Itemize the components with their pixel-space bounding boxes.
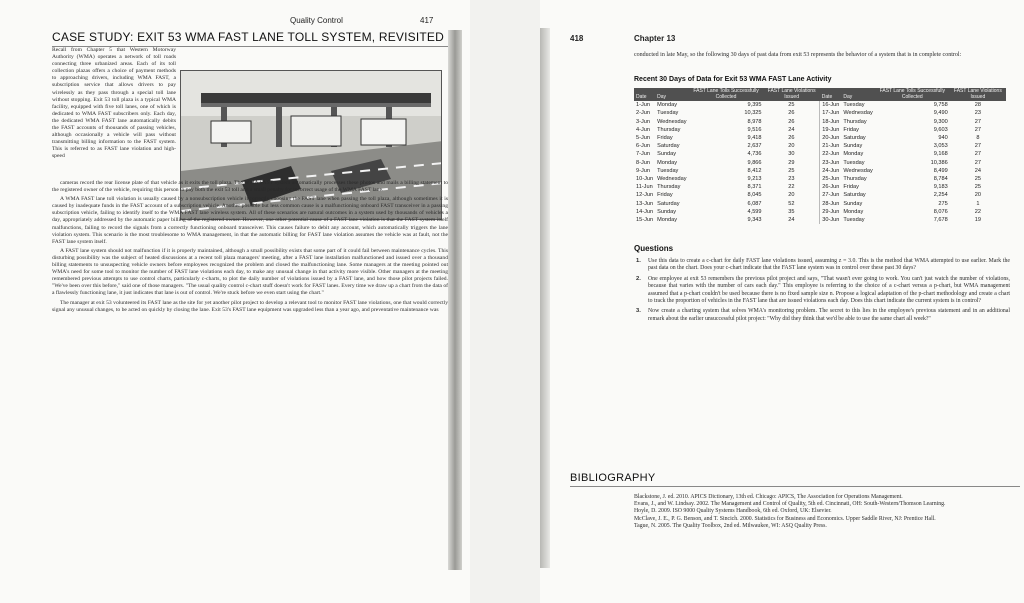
table-cell: Thursday [843, 176, 867, 183]
col-header-date: Date [634, 88, 655, 101]
table-row [634, 208, 1006, 216]
bibliography-entry: Tague, N. 2005. The Quality Toolbox, 2nd ed. Milwaukee, WI: ASQ Quality Press. [634, 522, 827, 529]
table-cell: Sunday [843, 143, 863, 150]
table-cell: 19-Jun [820, 126, 842, 134]
table-cell: 940 [938, 135, 948, 141]
table-row [634, 109, 1006, 117]
table-cell: Monday [657, 159, 678, 166]
table-cell: Friday [843, 184, 859, 191]
table-cell: 14-Jun [636, 208, 654, 215]
table-cell: 13-Jun [636, 200, 654, 207]
table-cell: 4,736 [747, 151, 762, 158]
table-cell: 22-Jun [820, 150, 842, 158]
table-cell: 29-Jun [820, 208, 842, 216]
table-cell: 8,045 [747, 192, 762, 199]
table-cell: 24 [788, 126, 795, 133]
col-header-date: Date [820, 88, 842, 101]
case-paragraph: cameras record the rear license plate of that vehicle as it exits the toll plaza. The WMA FAST system automatically processes these photos and mails a billing statement to the registered owner of the vehicle, requiring this person to pay both the exit 53 toll and a small penalty for incorrect usage of the WMA FAST lane. [52, 180, 448, 194]
table-row [634, 175, 1006, 183]
table-cell: 8,499 [933, 167, 948, 174]
table-cell: 9,603 [933, 126, 948, 133]
table-cell: Saturday [843, 135, 866, 141]
case-body-text [52, 180, 448, 592]
table-cell: 3,053 [933, 143, 948, 150]
table-cell: 25 [788, 167, 795, 174]
table-cell: Wednesday [657, 176, 687, 183]
table-cell: Saturday [657, 143, 680, 150]
table-cell: Tuesday [657, 110, 679, 117]
table-cell: 17-Jun [820, 109, 842, 117]
table-cell: Saturday [657, 200, 680, 207]
table-cell: 19 [974, 217, 981, 224]
table-row [634, 159, 1006, 167]
table-cell: 2,637 [747, 143, 762, 150]
table-cell: Thursday [843, 118, 867, 125]
table-cell: 9,343 [747, 217, 762, 224]
table-cell: 8-Jun [636, 159, 650, 166]
table-cell: 25 [974, 184, 981, 191]
table-row [634, 118, 1006, 126]
question-number: 1. [636, 258, 641, 264]
table-cell: Wednesday [657, 118, 687, 125]
col-header-day: Day [655, 88, 688, 101]
table-cell: 26 [788, 110, 795, 117]
table-cell: 20 [788, 192, 795, 199]
table-row [634, 142, 1006, 150]
table-cell: 25 [788, 102, 795, 109]
table-cell: Tuesday [843, 217, 865, 224]
question-item [634, 308, 1010, 323]
table-cell: 30 [788, 151, 795, 158]
table-row [634, 134, 1006, 142]
table-cell: 9,758 [933, 102, 948, 109]
table-cell: 6,087 [747, 200, 762, 207]
table-cell: 275 [938, 200, 948, 207]
table-cell: Sunday [657, 151, 677, 158]
bibliography-rule [570, 486, 1020, 487]
table-cell: 9,866 [747, 159, 762, 166]
table-cell: 1 [976, 200, 980, 207]
case-paragraph: A FAST lane system should not malfunction if it is properly maintained, although a small possibility exists that some part of it could fail between maintenance cycles. This disturbing possibility was the subject of heated discussions at a recent toll plaza managers' meeting, after a FAST lane installation malfunctioned and issued over a thousand billing statements to unsuspecting vehicle owners before employees recognized the problem and closed the malfunctioning lane. Some managers at the meeting pointed out WMA's need for some tool to monitor the number of FAST lane violations each day, to make any unusual change in that activity more visible. Other managers at the meeting remembered previous attempts to use control charts, particularly c-charts, to plot the daily number of violations issued by a FAST lane, and how those pilot projects failed. "We've been over this before," said one of those managers. "The usual quality control c-chart stuff doesn't work for FAST lanes. Every time we draw up a chart from the data of a flawlessly functioning lane, it just indicates that lane is out of control. We're stuck before we even start using the chart." [52, 247, 448, 297]
table-cell: 30-Jun [820, 216, 842, 224]
table-body [634, 101, 1006, 224]
chapter-heading: Chapter 13 [634, 34, 676, 43]
table-row [634, 101, 1006, 109]
table-cell: 2-Jun [636, 110, 650, 117]
table-cell: 25 [974, 176, 981, 183]
question-text: Now create a charting system that solves WMA's monitoring problem. The secret to this lies in the employee's previous statement and in an additional remark about the earlier unsuccessful pilot project: "Why did they think that we'd be able to use the same chart all week?" [648, 308, 1010, 322]
table-cell: 8,412 [747, 167, 762, 174]
case-paragraph: A WMA FAST lane toll violation is usually caused by a nonsubscription vehicle incorrectly choosing the FAST lane when passing the toll plaza, although sometimes it is caused by inadequate funds in the FAST account of a subscription vehicle. Another possible but less common cause is a malfunctioning onboard FAST transceiver in a passing subscription vehicle, failing to identify itself to the WMA FAST lane wireless system. All of these scenarios are natural outcomes in a system used by thousands of vehicles a day, appropriately addressed by the automatic paper billing of the registered owner. However, one other potential cause of a FAST lane violation is that the FAST system itself malfunctions, failing to record the signals from a correctly functioning onboard transceiver. This causes failure to debit any account, which automatically triggers the lane violation system. This scenario is the most troublesome to WMA management, in that the automatic billing for FAST lane violation assumes the vehicle was at fault, not the FAST lane system itself. [52, 196, 448, 245]
table-cell: 28 [974, 102, 981, 109]
right-page [540, 0, 1024, 603]
page-number-right: 418 [570, 34, 584, 43]
question-text: Use this data to create a c-chart for daily FAST lane violations issued, assuming z = 3.0. This is the method that WMA attempted to use earlier. Mark the past data on the chart. Does your c-chart indicate that the FAST lane system was in control over these past 30 days? [648, 258, 1010, 272]
table-cell: 9,183 [933, 184, 948, 191]
table-cell: 27 [974, 126, 981, 133]
table-cell: Tuesday [657, 167, 679, 174]
table-cell: Tuesday [843, 159, 865, 166]
table-cell: 9-Jun [636, 167, 650, 174]
question-number: 2. [636, 275, 641, 282]
table-cell: 28-Jun [820, 200, 842, 208]
table-cell: 2,254 [933, 192, 948, 199]
table-row [634, 183, 1006, 191]
table-cell: 24 [974, 167, 981, 174]
table-cell: 29 [788, 159, 795, 166]
table-cell: 12-Jun [636, 192, 654, 199]
table-cell: 5-Jun [636, 135, 650, 141]
table-cell: 35 [788, 208, 795, 215]
gutter-shadow-right [540, 28, 550, 568]
table-cell: 9,395 [747, 102, 762, 109]
table-cell: 9,490 [933, 110, 948, 117]
question-item [634, 258, 1010, 273]
col-header-day: Day [841, 88, 874, 101]
table-cell: Wednesday [843, 110, 873, 117]
bibliography-entry: Hoyle, D. 2009. ISO 9000 Quality Systems Handbook, 6th ed. Oxford, UK: Elsevier. [634, 508, 832, 515]
table-cell: 4,599 [747, 208, 762, 215]
table-cell: 3-Jun [636, 118, 650, 125]
table-title: Recent 30 Days of Data for Exit 53 WMA FAST Lane Activity [634, 76, 832, 83]
table-cell: 16-Jun [820, 101, 842, 109]
table-cell: 10,325 [744, 110, 762, 117]
bibliography-entry: Evans, J., and W. Lindsay. 2002. The Management and Control of Quality, 5th ed. Cincinnati, OH: South-Western/Thomson Learning. [634, 501, 946, 508]
table-cell: 20 [788, 143, 795, 150]
gutter-shadow-left [448, 30, 462, 570]
left-page [0, 0, 470, 603]
table-cell: 27 [974, 159, 981, 166]
table-cell: 23-Jun [820, 159, 842, 167]
table-cell: 18-Jun [820, 118, 842, 126]
table-cell: Wednesday [843, 167, 873, 174]
table-cell: 1-Jun [636, 102, 650, 109]
table-row [634, 191, 1006, 199]
table-cell: 21-Jun [820, 142, 842, 150]
table-cell: 24-Jun [820, 167, 842, 175]
table-cell: 7-Jun [636, 151, 650, 158]
case-intro-paragraph: Recall from Chapter 5 that Western Motorway Authority (WMA) operates a network of toll roads connecting three urbanized areas. Each of its toll collection plazas offers a choice of payment methods to approaching drivers, including WMA FAST, a subscription service that allows drivers to pay wirelessly as they pass through a special toll lane without stopping. Exit 53 toll plaza is a typical WMA facility, equipped with five toll lanes, one of which is dedicated to WMA FAST subscribers only. Each day, the dedicated WMA FAST lane automatically debits the FAST accounts of thousands of passing vehicles, although occasionally a vehicle will pass without transmitting billing information to the FAST system. This is referred to as FAST lane violation and high-speed [52, 47, 176, 160]
question-number: 3. [636, 308, 641, 315]
question-text: One employee at exit 53 remembers the previous pilot project and says, "That wasn't ever going to work. You can't just watch the number of violations, because that varies with the number of cars each day." This employee is referring to the choice of a c-chart versus a p-chart, but WMA management assumed that a p-chart couldn't be used because there is no fixed sample size n. Propose a logical adaptation of the p-chart methodology and create a chart to track the proportion of vehicles in the FAST lane that are issued violations each day. Does this chart indicate the current system is in control? [648, 275, 1010, 305]
table-cell: 9,418 [747, 135, 762, 141]
table-row [634, 200, 1006, 208]
table-cell: Tuesday [843, 102, 865, 109]
table-cell: 23 [788, 176, 795, 183]
table-cell: 9,213 [747, 176, 762, 183]
table-cell: Monday [843, 151, 864, 158]
table-cell: Thursday [657, 126, 681, 133]
table-cell: 26-Jun [820, 183, 842, 191]
table-cell: 9,168 [933, 151, 948, 158]
table-row [634, 216, 1006, 224]
bibliography-entry: Blackstone, J. ed. 2010. APICS Dictionary, 13th ed. Chicago: APICS, The Association for Operations Management. [634, 494, 903, 500]
table-cell: Friday [843, 126, 859, 133]
table-cell: 4-Jun [636, 126, 650, 133]
table-cell: 8,076 [933, 208, 948, 215]
data-intro-text: conducted in late May, so the following 30 days of past data from exit 53 represents the behavior of a system that is in complete control: [634, 52, 962, 58]
col-header-violations: FAST Lane Violations Issued [950, 88, 1006, 101]
table-cell: 24 [788, 217, 795, 224]
table-cell: Monday [843, 208, 864, 215]
table-cell: 9,516 [747, 126, 762, 133]
table-cell: 10,386 [930, 159, 948, 166]
bibliography-entry: McClave, J. E., P. G. Benson, and T. Sincich. 2000. Statistics for Business and Economics. Upper Saddle River, NJ: Prentice Hall. [634, 515, 936, 522]
table-cell: 25-Jun [820, 175, 842, 183]
table-cell: 26 [788, 118, 795, 125]
table-row [634, 167, 1006, 175]
table-cell: 26 [788, 135, 795, 141]
table-cell: Thursday [657, 184, 681, 191]
table-cell: 27 [974, 143, 981, 150]
table-cell: 27 [974, 151, 981, 158]
bibliography-list [634, 494, 1010, 530]
book-gutter [470, 0, 540, 603]
table-cell: 20 [974, 192, 981, 199]
table-cell: 7,678 [933, 217, 948, 224]
table-cell: Sunday [843, 200, 863, 207]
table-cell: 8,371 [747, 184, 762, 191]
col-header-tolls: FAST Lane Tolls Successfully Collected [689, 88, 764, 101]
table-cell: 23 [974, 110, 981, 117]
table-cell: Saturday [843, 192, 866, 199]
table-cell: 6-Jun [636, 143, 650, 150]
table-cell: 8,784 [933, 176, 948, 183]
table-cell: Friday [657, 135, 673, 141]
table-cell: Friday [657, 192, 673, 199]
running-head: Quality Control [290, 16, 343, 25]
question-item [634, 276, 1010, 306]
table-cell: 22 [974, 208, 981, 215]
fast-lane-data-table [634, 88, 1006, 224]
table-header-row [634, 88, 1006, 101]
table-cell: 27-Jun [820, 191, 842, 199]
table-cell: 11-Jun [636, 184, 653, 191]
questions-list [634, 258, 1010, 326]
col-header-tolls: FAST Lane Tolls Successfully Collected [875, 88, 950, 101]
table-cell: 8 [976, 135, 980, 141]
table-cell: 15-Jun [636, 217, 654, 224]
table-cell: 22 [788, 184, 795, 191]
table-cell: Monday [657, 102, 678, 109]
table-cell: 8,978 [747, 118, 762, 125]
table-cell: Monday [657, 217, 678, 224]
page-number-left: 417 [420, 16, 434, 25]
table-cell: 27 [974, 118, 981, 125]
table-cell: 52 [788, 200, 795, 207]
case-paragraph: The manager at exit 53 volunteered its FAST lane as the site for yet another pilot project to develop a relevant tool to monitor FAST lane violations, one that would correctly signal any unusual changes, to be acted on quickly by closing the lane. Exit 53's FAST lane equipment was upgraded less than a year ago, and preventative maintenance was [52, 299, 448, 313]
case-study-title: CASE STUDY: EXIT 53 WMA FAST LANE TOLL SYSTEM, REVISITED [52, 30, 452, 47]
table-cell: 20-Jun [820, 134, 842, 142]
table-cell: Sunday [657, 208, 677, 215]
table-cell: 9,300 [933, 118, 948, 125]
table-row [634, 150, 1006, 158]
bibliography-heading: BIBLIOGRAPHY [570, 472, 656, 484]
table-cell: 10-Jun [636, 176, 654, 183]
table-row [634, 126, 1006, 134]
col-header-violations: FAST Lane Violations Issued [764, 88, 820, 101]
questions-heading: Questions [634, 244, 674, 253]
